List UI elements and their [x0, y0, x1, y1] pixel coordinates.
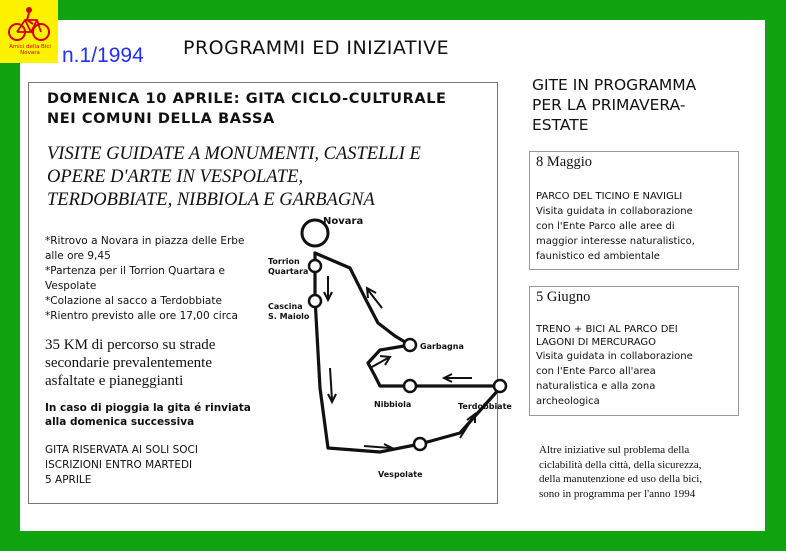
map-label-torrion: Torrion Quartara	[268, 257, 309, 276]
event-visits-line1: VISITE GUIDATE A MONUMENTI, CASTELLI E	[47, 144, 421, 164]
route-map	[260, 208, 520, 488]
event-heading-line1: DOMENICA 10 APRILE: GITA CICLO-CULTURALE	[47, 91, 447, 107]
logo-text-line2: Novara	[20, 50, 40, 56]
arrow-south-2	[328, 368, 336, 402]
route-path-loop	[368, 345, 500, 386]
torrion-node	[309, 260, 321, 272]
map-label-novara: Novara	[323, 216, 364, 227]
bicycle-rider-icon	[5, 6, 53, 44]
event-reservation: GITA RISERVATA AI SOLI SOCI ISCRIZIONI ENTRO MARTEDI 5 APRILE	[45, 444, 198, 486]
event-logistics: *Ritrovo a Novara in piazza delle Erbe alle ore 9,45 *Partenza per il Torrion Quartara e Vespolate *Colazione al sacco a Terdobbiate *Rientro previsto alle ore 17,00 circa	[45, 235, 245, 322]
trip-title: PARCO DEL TICINO E NAVIGLI	[536, 191, 683, 202]
map-label-terdobbiate: Terdobbiate	[458, 402, 512, 411]
logo-text-line1: Amici della Bici	[9, 44, 51, 50]
upcoming-trips-heading: GITE IN PROGRAMMA PER LA PRIMAVERA- ESTATE	[532, 76, 697, 134]
event-heading	[47, 89, 447, 129]
terdobbiate-node	[494, 380, 506, 392]
event-visits-line2: OPERE D'ARTE IN VESPOLATE,	[47, 167, 304, 187]
event-visits	[47, 143, 421, 212]
trip-card-june	[529, 286, 739, 416]
map-label-garbagna: Garbagna	[420, 342, 464, 351]
trip-date: 5 Giugno	[536, 289, 591, 305]
map-label-cascina: Cascina S. Maiolo	[268, 302, 310, 321]
nibbiola-node	[404, 380, 416, 392]
other-initiatives: Altre iniziative sul problema della ciclabilità della città, della sicurezza, della manutenzione ed uso della bici, sono in programma per l'anno 1994	[539, 444, 703, 500]
route-path-west	[315, 253, 500, 452]
map-label-vespolate: Vespolate	[378, 470, 423, 479]
arrow-north-2	[460, 414, 475, 438]
club-logo	[0, 0, 58, 63]
vespolate-node	[414, 438, 426, 450]
garbagna-node	[404, 339, 416, 351]
arrow-west	[444, 374, 472, 382]
trip-description: Visita guidata in collaborazione con l'Ente Parco all'area naturalistica e alla zona archeologica	[536, 351, 693, 407]
event-distance: 35 KM di percorso su strade secondarie prevalentemente asfaltate e pianeggianti	[45, 337, 216, 389]
trip-card-may	[529, 151, 739, 270]
cascina-node	[309, 295, 321, 307]
trip-title: TRENO + BICI AL PARCO DEI LAGONI DI MERCURAGO	[536, 324, 678, 348]
arrow-south-1	[324, 276, 332, 300]
document-title: PROGRAMMI ED INIZIATIVE	[183, 37, 450, 59]
map-label-nibbiola: Nibbiola	[374, 400, 412, 409]
event-rain-notice: In caso di pioggia la gita é rinviata alla domenica successiva	[45, 402, 251, 428]
trip-date: 8 Maggio	[536, 154, 592, 170]
event-heading-line2: NEI COMUNI DELLA BASSA	[47, 111, 275, 127]
logo-text	[3, 44, 57, 56]
trip-description: Visita guidata in collaborazione con l'Ente Parco alle aree di maggior interesse naturalistico, faunistico ed ambientale	[536, 206, 695, 262]
event-visits-line3: TERDOBBIATE, NIBBIOLA E GARBAGNA	[47, 190, 375, 210]
issue-number: n.1/1994	[62, 44, 144, 67]
